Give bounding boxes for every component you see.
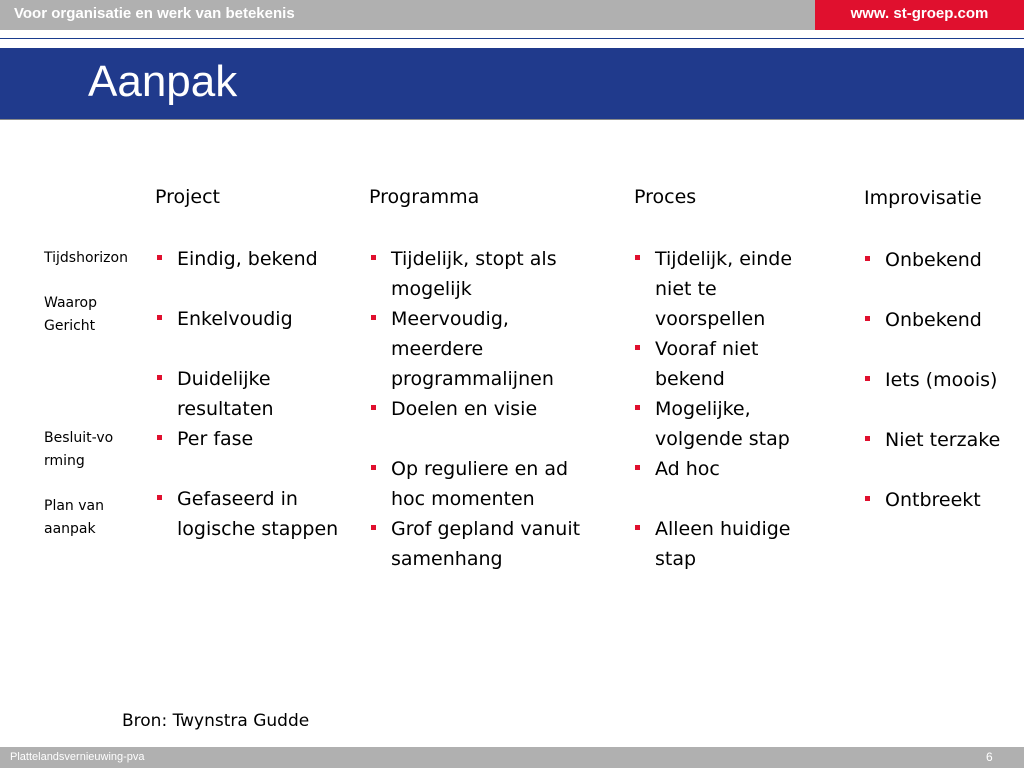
list-item: Ontbreekt <box>863 485 1023 515</box>
bullet-icon <box>865 496 870 501</box>
list-item: Per fase <box>155 424 370 454</box>
bullet-icon <box>635 405 640 410</box>
bullet-icon <box>157 375 162 380</box>
list-item: Tijdelijk, stopt als mogelijk <box>369 244 619 304</box>
list-item: Mogelijke, volgende stap <box>633 394 843 454</box>
list-item: Eindig, bekend <box>155 244 370 274</box>
list-item: Gefaseerd in logische stappen <box>155 484 370 544</box>
slide-title: Aanpak <box>88 57 238 106</box>
list-item: Niet terzake <box>863 425 1023 455</box>
column-improvisatie <box>863 245 1023 515</box>
footer-text: Plattelandsvernieuwing-pva <box>10 751 145 763</box>
bullet-icon <box>635 345 640 350</box>
tagline: Voor organisatie en werk van betekenis <box>14 5 295 22</box>
list-item: Alleen huidige stap <box>633 514 843 574</box>
bullet-icon <box>371 315 376 320</box>
source-citation: Bron: Twynstra Gudde <box>122 711 310 731</box>
list-item: Tijdelijk, einde niet te voorspellen <box>633 244 843 334</box>
column-project <box>155 244 370 544</box>
bullet-icon <box>635 255 640 260</box>
bullet-icon <box>865 376 870 381</box>
bullet-icon <box>371 465 376 470</box>
bullet-icon <box>157 255 162 260</box>
row-label-tijdshorizon: Tijdshorizon <box>44 250 128 266</box>
website-link[interactable]: www. st-groep.com <box>815 0 1024 30</box>
list-item: Onbekend <box>863 305 1023 335</box>
list-item: Doelen en visie <box>369 394 619 424</box>
bullet-icon <box>635 465 640 470</box>
column-proces <box>633 244 843 574</box>
bullet-icon <box>371 405 376 410</box>
bullet-icon <box>865 256 870 261</box>
bullet-icon <box>371 255 376 260</box>
list-item: Onbekend <box>863 245 1023 275</box>
list-item: Meervoudig, meerdere programmalijnen <box>369 304 619 394</box>
column-header-improvisatie: Improvisatie <box>864 187 982 209</box>
bullet-icon <box>635 525 640 530</box>
list-item: Enkelvoudig <box>155 304 370 334</box>
list-item: Iets (moois) <box>863 365 1023 395</box>
bullet-icon <box>157 435 162 440</box>
column-header-programma: Programma <box>369 186 480 208</box>
column-header-project: Project <box>155 186 221 208</box>
page-number: 6 <box>986 750 993 764</box>
header-divider <box>0 38 1024 39</box>
title-band <box>0 48 1024 120</box>
row-label-plan-van-aanpak: Plan van aanpak <box>44 498 104 537</box>
list-item: Ad hoc <box>633 454 843 484</box>
column-programma <box>369 244 619 574</box>
bullet-icon <box>865 436 870 441</box>
list-item: Vooraf niet bekend <box>633 334 843 394</box>
top-bar <box>0 0 1024 30</box>
row-label-besluitvorming: Besluit-vorming <box>44 430 114 469</box>
bullet-icon <box>157 495 162 500</box>
row-label-waarop-gericht: Waarop Gericht <box>44 295 98 334</box>
list-item: Grof gepland vanuit samenhang <box>369 514 619 574</box>
bullet-icon <box>371 525 376 530</box>
list-item: Duidelijke resultaten <box>155 364 370 424</box>
bullet-icon <box>865 316 870 321</box>
list-item: Op reguliere en ad hoc momenten <box>369 454 619 514</box>
bullet-icon <box>157 315 162 320</box>
footer-bar <box>0 747 1024 768</box>
column-header-proces: Proces <box>634 186 697 208</box>
